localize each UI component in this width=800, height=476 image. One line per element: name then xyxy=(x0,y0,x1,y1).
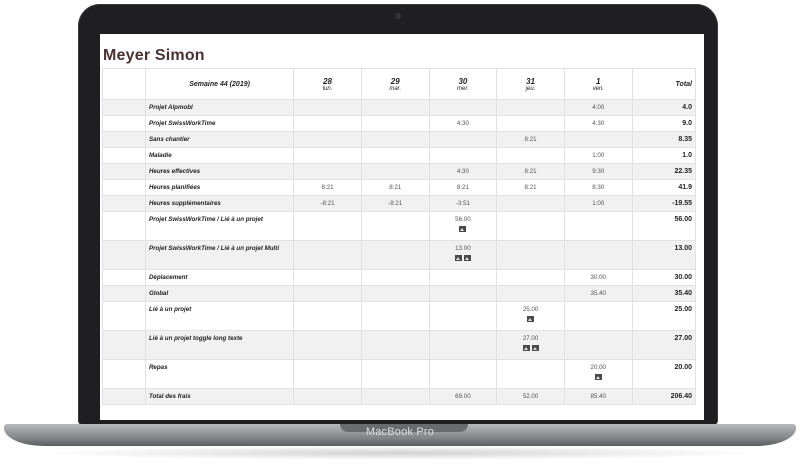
row-spacer-cell xyxy=(103,286,146,302)
cell-value: 8:30 xyxy=(592,184,605,191)
row-total: 27.00 xyxy=(632,331,695,360)
day-cell[interactable] xyxy=(429,389,497,405)
row-label: Heures supplémentaires xyxy=(145,196,293,212)
attachments xyxy=(500,344,561,353)
table-row xyxy=(103,132,696,148)
day-cell[interactable] xyxy=(497,212,565,241)
row-total: 1.0 xyxy=(632,148,695,164)
row-total: 41.9 xyxy=(632,180,695,196)
timesheet-table xyxy=(102,68,696,405)
day-cell[interactable] xyxy=(564,302,632,331)
day-cell[interactable] xyxy=(497,116,565,132)
row-total: 13.00 xyxy=(632,241,695,270)
row-spacer-cell xyxy=(103,116,146,132)
day-cell[interactable] xyxy=(361,212,429,241)
day-cell[interactable] xyxy=(361,180,429,196)
day-cell[interactable] xyxy=(429,132,497,148)
row-spacer-cell xyxy=(103,270,146,286)
image-icon[interactable] xyxy=(532,345,539,351)
day-cell[interactable] xyxy=(294,196,362,212)
day-cell[interactable] xyxy=(564,212,632,241)
cell-value: 85.40 xyxy=(590,393,606,400)
day-header[interactable] xyxy=(564,69,632,100)
day-cell[interactable] xyxy=(564,331,632,360)
day-name: jeu. xyxy=(525,85,536,92)
table-row xyxy=(103,180,696,196)
day-cell[interactable] xyxy=(294,100,362,116)
day-cell[interactable] xyxy=(497,360,565,389)
table-row xyxy=(103,164,696,180)
row-spacer-cell xyxy=(103,164,146,180)
day-header[interactable] xyxy=(429,69,497,100)
day-cell[interactable] xyxy=(497,100,565,116)
row-label: Lié à un projet xyxy=(145,302,293,331)
row-total: 4.0 xyxy=(632,100,695,116)
cell-value: 8:21 xyxy=(524,184,537,191)
row-spacer-cell xyxy=(103,389,146,405)
image-icon[interactable] xyxy=(527,316,534,322)
day-cell[interactable] xyxy=(429,180,497,196)
attachments xyxy=(433,254,494,263)
row-total: 35.40 xyxy=(632,286,695,302)
cell-value: 4:30 xyxy=(456,120,469,127)
day-cell[interactable] xyxy=(497,331,565,360)
row-spacer-cell xyxy=(103,196,146,212)
table-row xyxy=(103,100,696,116)
day-cell[interactable] xyxy=(294,270,362,286)
day-cell[interactable] xyxy=(497,180,565,196)
day-cell[interactable] xyxy=(429,212,497,241)
image-icon[interactable] xyxy=(595,374,602,380)
day-cell[interactable] xyxy=(294,180,362,196)
image-icon[interactable] xyxy=(459,226,466,232)
day-cell[interactable] xyxy=(429,100,497,116)
day-cell[interactable] xyxy=(564,241,632,270)
row-total: 56.00 xyxy=(632,212,695,241)
row-spacer-cell xyxy=(103,241,146,270)
cell-value: 35.40 xyxy=(590,290,606,297)
row-label: Projet SwissWorkTime / Lié à un projet xyxy=(145,212,293,241)
header-row xyxy=(103,69,696,100)
day-cell[interactable] xyxy=(564,164,632,180)
row-label: Lié à un projet toggle long texte xyxy=(145,331,293,360)
row-spacer-cell xyxy=(103,302,146,331)
day-number: 28 xyxy=(323,76,332,86)
day-cell[interactable] xyxy=(429,331,497,360)
day-cell[interactable] xyxy=(294,164,362,180)
day-cell[interactable] xyxy=(497,389,565,405)
cell-value: 25.00 xyxy=(522,306,539,313)
day-number: 31 xyxy=(526,76,536,86)
cell-value: 8:21 xyxy=(524,136,537,143)
day-name: mer. xyxy=(457,85,469,92)
day-cell[interactable] xyxy=(294,302,362,331)
day-header[interactable] xyxy=(361,69,429,100)
screen xyxy=(100,34,704,420)
day-cell[interactable] xyxy=(429,241,497,270)
day-cell[interactable] xyxy=(564,180,632,196)
day-cell[interactable] xyxy=(361,100,429,116)
day-cell[interactable] xyxy=(429,164,497,180)
day-cell[interactable] xyxy=(361,286,429,302)
row-spacer-cell xyxy=(103,360,146,389)
image-icon[interactable] xyxy=(464,255,471,261)
table-row xyxy=(103,148,696,164)
total-header: Total xyxy=(632,69,695,100)
day-cell[interactable] xyxy=(564,286,632,302)
table-row xyxy=(103,212,696,241)
attachments xyxy=(433,225,494,234)
cell-value: 69.00 xyxy=(455,393,471,400)
day-name: lun. xyxy=(322,85,333,92)
table-row xyxy=(103,196,696,212)
day-cell[interactable] xyxy=(294,132,362,148)
day-cell[interactable] xyxy=(361,360,429,389)
day-cell[interactable] xyxy=(564,360,632,389)
table-row xyxy=(103,331,696,360)
day-cell[interactable] xyxy=(361,270,429,286)
day-cell[interactable] xyxy=(429,302,497,331)
day-number: 30 xyxy=(458,76,468,86)
day-cell[interactable] xyxy=(497,270,565,286)
row-label: Sans chantier xyxy=(145,132,293,148)
device-label: MacBook Pro xyxy=(365,426,435,438)
row-label: Projet Alpmobl xyxy=(145,100,293,116)
cell-value: 8:21 xyxy=(389,184,402,191)
day-cell[interactable] xyxy=(429,270,497,286)
day-cell[interactable] xyxy=(294,389,362,405)
cell-value: 30.00 xyxy=(590,274,606,281)
day-cell[interactable] xyxy=(497,132,565,148)
day-cell[interactable] xyxy=(361,331,429,360)
row-spacer-cell xyxy=(103,331,146,360)
day-cell[interactable] xyxy=(361,302,429,331)
cell-value: 8:21 xyxy=(524,168,537,175)
row-label: Repas xyxy=(145,360,293,389)
day-cell[interactable] xyxy=(564,100,632,116)
row-total: 206.40 xyxy=(632,389,695,405)
row-spacer-cell xyxy=(103,148,146,164)
cell-value: -3:51 xyxy=(455,200,470,207)
table-row xyxy=(103,389,696,405)
header-empty-cell xyxy=(103,69,146,100)
row-spacer-cell xyxy=(103,212,146,241)
row-spacer-cell xyxy=(103,180,146,196)
row-total: 8.35 xyxy=(632,132,695,148)
day-cell[interactable] xyxy=(294,331,362,360)
day-cell[interactable] xyxy=(497,241,565,270)
table-row xyxy=(103,241,696,270)
row-label: Déplacement xyxy=(145,270,293,286)
day-cell[interactable] xyxy=(497,164,565,180)
day-cell[interactable] xyxy=(429,148,497,164)
day-cell[interactable] xyxy=(497,286,565,302)
day-name: mar. xyxy=(389,85,402,92)
day-name: ven. xyxy=(592,85,604,92)
day-cell[interactable] xyxy=(564,270,632,286)
day-cell[interactable] xyxy=(361,132,429,148)
cell-value: 56.00 xyxy=(455,216,471,223)
cell-value: 1:00 xyxy=(592,152,605,159)
day-cell[interactable] xyxy=(564,116,632,132)
cell-value: 20.00 xyxy=(590,364,606,371)
day-cell[interactable] xyxy=(294,241,362,270)
row-total: 22.35 xyxy=(632,164,695,180)
row-label: Projet SwissWorkTime / Lié à un projet Multi xyxy=(145,241,293,270)
row-label: Maladie xyxy=(145,148,293,164)
row-total: 30.00 xyxy=(632,270,695,286)
day-cell[interactable] xyxy=(429,116,497,132)
day-cell[interactable] xyxy=(294,148,362,164)
cell-value: 52.00 xyxy=(522,393,539,400)
row-total: -19.55 xyxy=(632,196,695,212)
day-cell[interactable] xyxy=(429,360,497,389)
day-cell[interactable] xyxy=(497,302,565,331)
row-total: 20.00 xyxy=(632,360,695,389)
day-cell[interactable] xyxy=(361,148,429,164)
day-number: 29 xyxy=(390,76,400,86)
camera-icon xyxy=(395,13,401,19)
table-row xyxy=(103,360,696,389)
day-cell[interactable] xyxy=(361,389,429,405)
table-row xyxy=(103,302,696,331)
cell-value: -8:21 xyxy=(388,200,403,207)
day-cell[interactable] xyxy=(294,286,362,302)
day-cell[interactable] xyxy=(294,360,362,389)
day-cell[interactable] xyxy=(564,389,632,405)
attachments xyxy=(568,373,629,382)
day-header[interactable] xyxy=(497,69,565,100)
row-label: Total des frais xyxy=(145,389,293,405)
row-label: Projet SwissWorkTime xyxy=(145,116,293,132)
cell-value: 8:21 xyxy=(456,184,469,191)
cell-value: 13.00 xyxy=(455,245,471,252)
day-cell[interactable] xyxy=(361,116,429,132)
day-cell[interactable] xyxy=(429,286,497,302)
day-cell[interactable] xyxy=(497,148,565,164)
image-icon[interactable] xyxy=(523,345,530,351)
cell-value: 27.00 xyxy=(522,335,539,342)
cell-value: 4:00 xyxy=(592,104,605,111)
day-number: 1 xyxy=(596,76,601,86)
row-spacer-cell xyxy=(103,132,146,148)
table-row xyxy=(103,270,696,286)
image-icon[interactable] xyxy=(455,255,462,261)
page-title: Meyer Simon xyxy=(103,47,205,64)
row-total: 9.0 xyxy=(632,116,695,132)
table-row xyxy=(103,116,696,132)
cell-value: 9:30 xyxy=(592,168,605,175)
day-cell[interactable] xyxy=(294,116,362,132)
laptop-shadow xyxy=(40,446,760,460)
day-cell[interactable] xyxy=(361,164,429,180)
cell-value: 4:30 xyxy=(592,120,605,127)
cell-value: 1:00 xyxy=(592,200,605,207)
row-label: Heures effectives xyxy=(145,164,293,180)
cell-value: -8:21 xyxy=(320,200,335,207)
row-total: 25.00 xyxy=(632,302,695,331)
day-cell[interactable] xyxy=(564,132,632,148)
day-header[interactable] xyxy=(294,69,362,100)
day-cell[interactable] xyxy=(361,196,429,212)
row-spacer-cell xyxy=(103,100,146,116)
cell-value: 8:21 xyxy=(321,184,334,191)
day-cell[interactable] xyxy=(294,212,362,241)
row-label: Global xyxy=(145,286,293,302)
day-cell[interactable] xyxy=(497,196,565,212)
day-cell[interactable] xyxy=(564,196,632,212)
cell-value: 4:30 xyxy=(456,168,469,175)
table-row xyxy=(103,286,696,302)
week-label: Semaine 44 (2019) xyxy=(145,69,293,100)
attachments xyxy=(500,315,561,324)
day-cell[interactable] xyxy=(361,241,429,270)
day-cell[interactable] xyxy=(564,148,632,164)
row-label: Heures planifiées xyxy=(145,180,293,196)
day-cell[interactable] xyxy=(429,196,497,212)
